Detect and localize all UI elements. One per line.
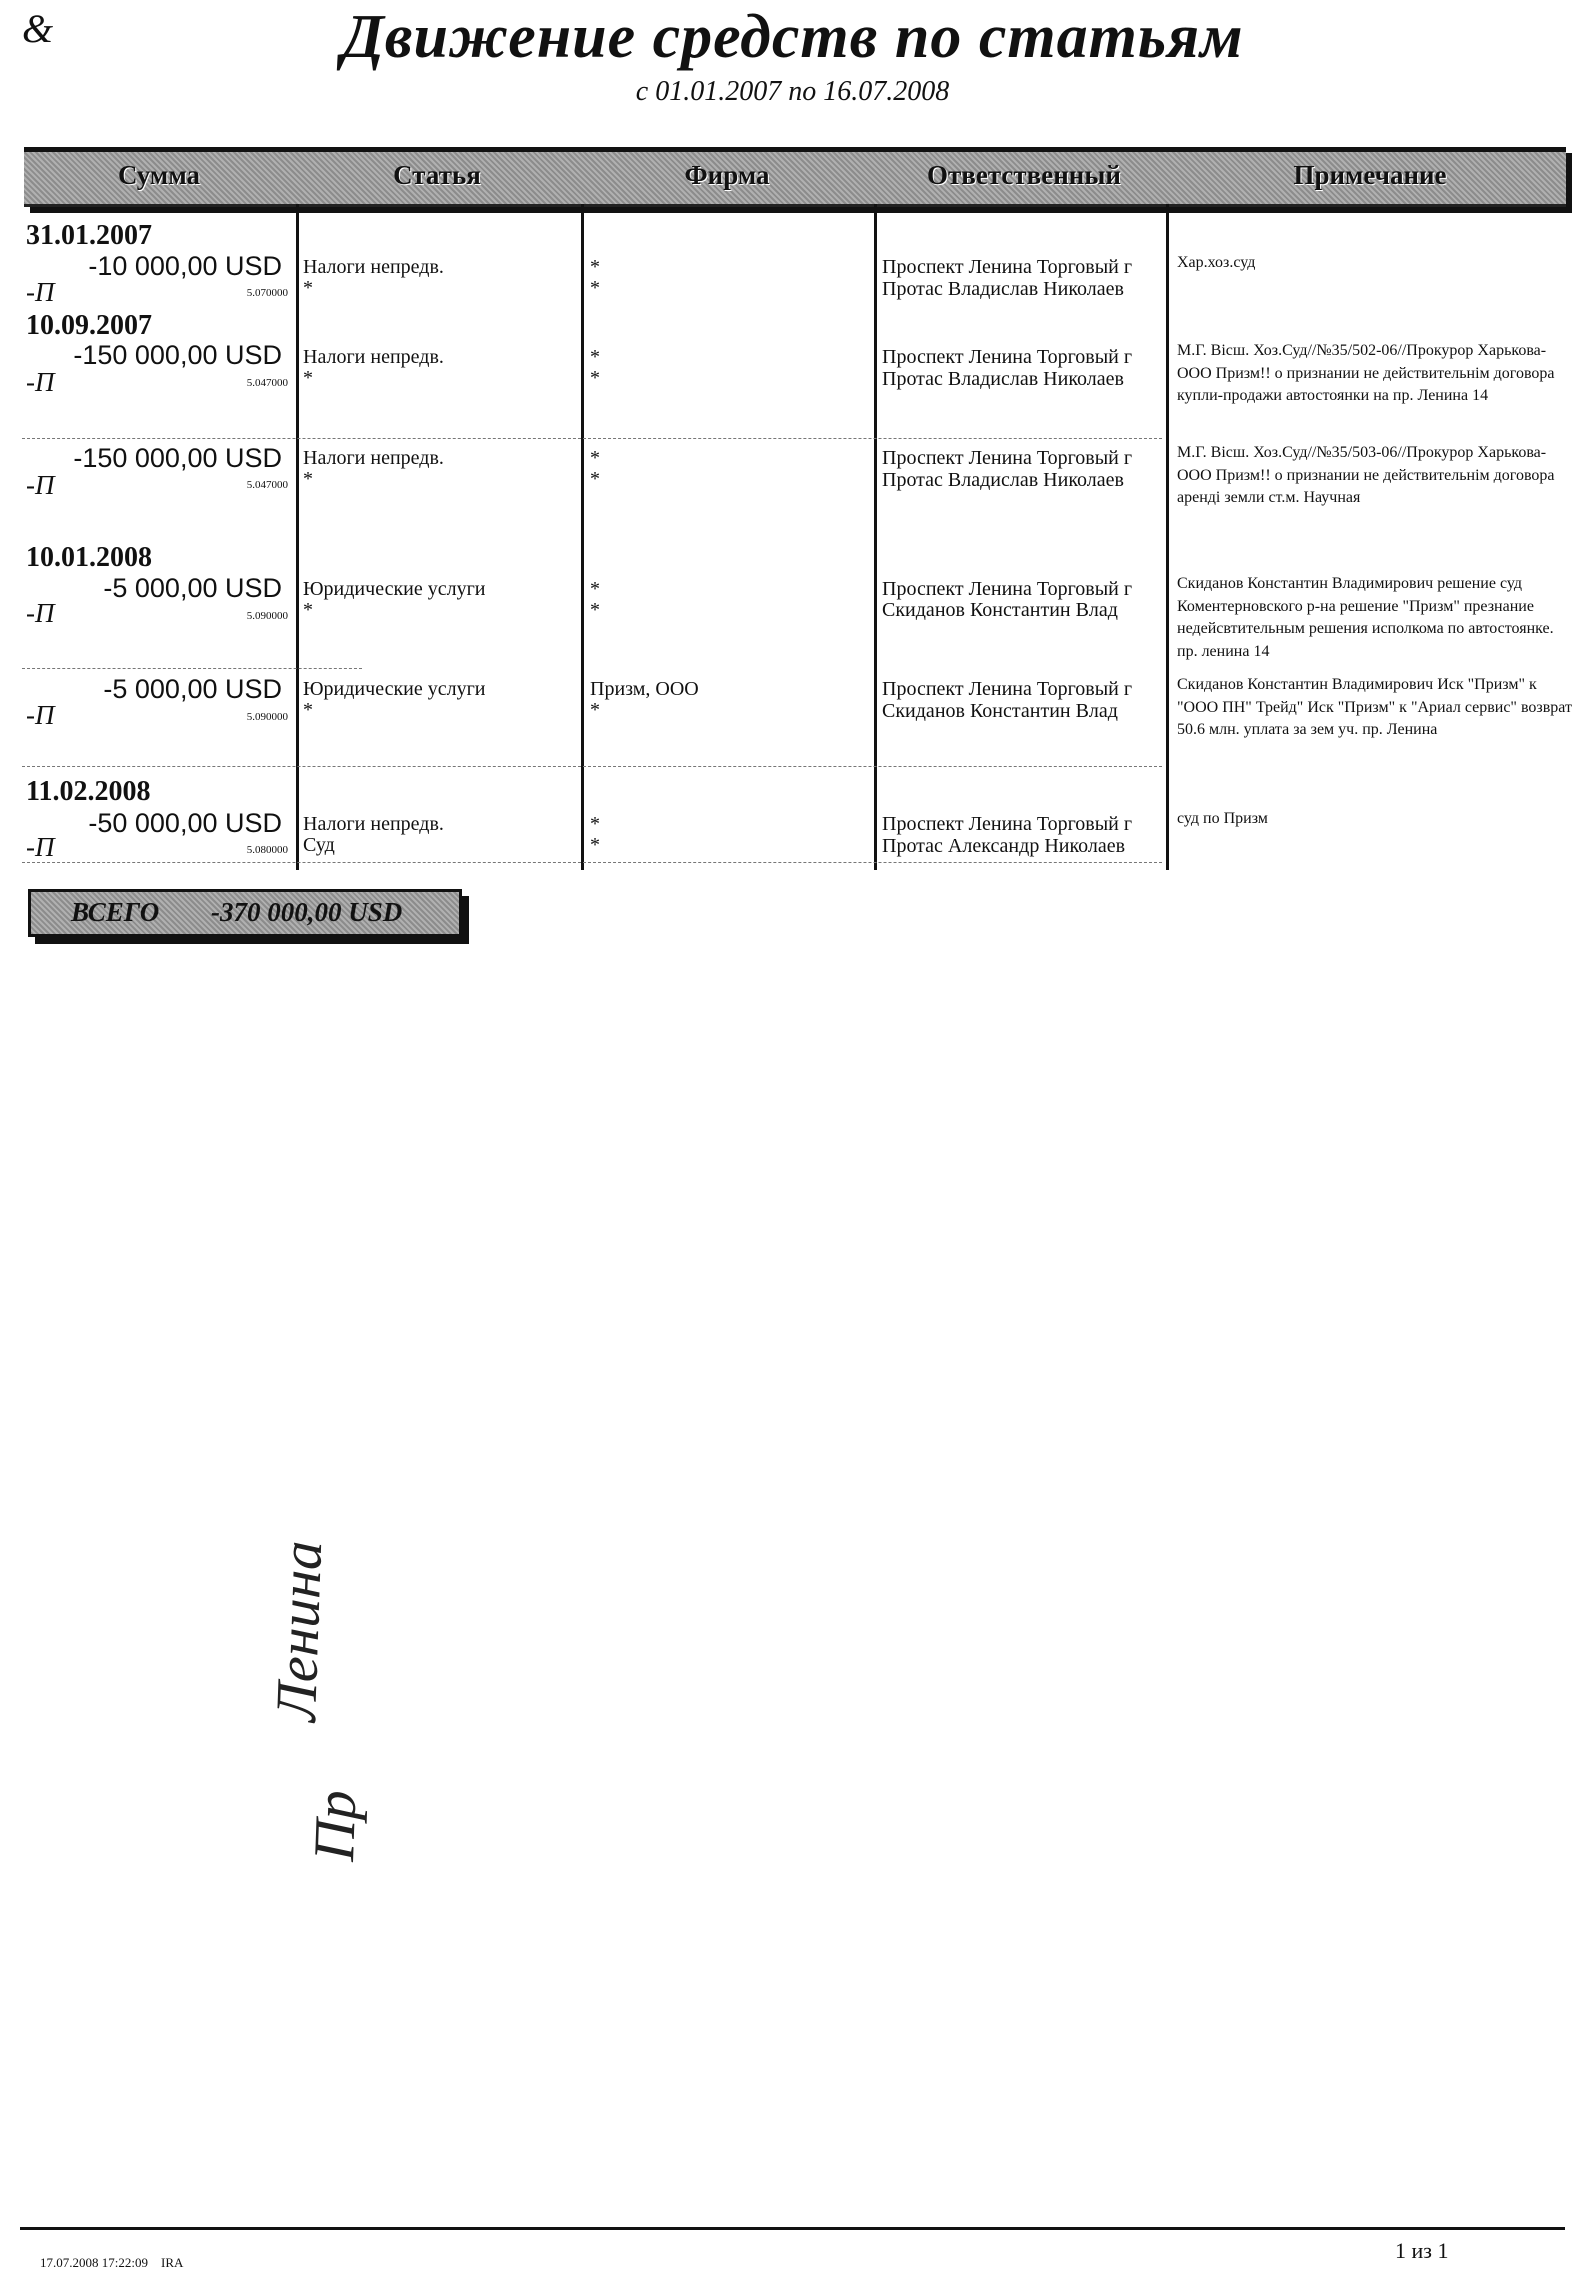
row-tag: -П — [26, 832, 55, 862]
row-responsible: Проспект Ленина Торговый г — [882, 678, 1133, 700]
row-article-sub: * — [303, 367, 313, 389]
row-code: 5.047000 — [246, 377, 288, 389]
total-box — [28, 889, 462, 937]
row-note: Скиданов Константин Владимирович Иск "Призм" к "ООО ПН" Трейд" Иск "Призм" к "Ариал сервис" возврат 50.6 млн. уплата за зем уч. пр. Ленина — [1177, 676, 1572, 738]
row-firm-sub: * — [590, 699, 600, 721]
row-responsible: Проспект Ленина Торговый г — [882, 578, 1133, 600]
row-responsible: Проспект Ленина Торговый г — [882, 256, 1133, 278]
row-note: Скиданов Константин Владимирович решение суд Коментерновского р-на решение "Призм" презнание недейсвтительным решения исполкома по автостоянке. пр. ленина 14 — [1177, 575, 1554, 660]
column-header-firm: Фирма — [684, 160, 770, 190]
row-firm: * — [590, 256, 600, 278]
column-header-responsible: Ответственный — [927, 160, 1121, 190]
row-date: 11.02.2008 — [26, 776, 151, 807]
row-tag: -П — [26, 470, 55, 500]
row-responsible-person: Протас Александр Николаев — [882, 835, 1126, 857]
row-firm: * — [590, 578, 600, 600]
print-timestamp: 17.07.2008 17:22:09 IRA — [40, 2255, 184, 2270]
row-article-sub: * — [303, 699, 313, 721]
row-code: 5.080000 — [246, 844, 288, 856]
row-divider — [22, 862, 1162, 863]
row-article: Юридические услуги — [303, 678, 486, 700]
row-firm-sub: * — [590, 468, 600, 490]
row-responsible-person: Скиданов Константин Влад — [882, 700, 1118, 722]
total-label: ВСЕГО — [71, 897, 160, 927]
row-divider — [22, 766, 1162, 767]
row-responsible-person: Протас Владислав Николаев — [882, 278, 1124, 300]
row-firm-sub: * — [590, 277, 600, 299]
row-article-sub: * — [303, 277, 313, 299]
row-article: Юридические услуги — [303, 578, 486, 600]
corner-mark: & — [22, 6, 54, 51]
row-note: М.Г. Вісш. Хоз.Суд//№35/502-06//Прокурор Харькова- ООО Призм!! о признании не действительнім договора купли-продажи автостоянки на пр. Ленина 14 — [1177, 342, 1555, 404]
row-amount: -150 000,00 USD — [73, 340, 282, 370]
table-header — [24, 147, 1566, 207]
row-firm-sub: * — [590, 599, 600, 621]
row-article-sub: * — [303, 468, 313, 490]
row-amount: -50 000,00 USD — [88, 808, 282, 838]
print-user: IRA — [160, 2255, 184, 2270]
row-amount: -10 000,00 USD — [88, 251, 282, 281]
footer-rule — [20, 2227, 1565, 2230]
row-tag: -П — [26, 700, 55, 730]
row-date: 31.01.2007 — [26, 220, 152, 251]
row-divider — [22, 668, 362, 669]
row-responsible-person: Протас Владислав Николаев — [882, 368, 1124, 390]
handwritten-note: Ленина — [262, 1539, 335, 1723]
page-counter: 1 из 1 — [1395, 2238, 1449, 2263]
row-firm: * — [590, 813, 600, 835]
column-header-article: Статья — [393, 160, 481, 190]
column-divider — [874, 204, 877, 870]
row-firm: * — [590, 447, 600, 469]
row-responsible-person: Протас Владислав Николаев — [882, 469, 1124, 491]
column-header-amount: Сумма — [117, 160, 201, 190]
row-divider — [22, 438, 1162, 439]
row-amount: -150 000,00 USD — [73, 443, 282, 473]
row-firm: * — [590, 346, 600, 368]
row-code: 5.070000 — [246, 287, 288, 299]
row-note: суд по Призм — [1177, 810, 1268, 827]
row-tag: -П — [26, 598, 55, 628]
row-amount: -5 000,00 USD — [103, 674, 282, 704]
total-value: -370 000,00 USD — [211, 897, 403, 927]
row-amount: -5 000,00 USD — [103, 573, 282, 603]
handwritten-note-prefix: Пр — [300, 1789, 369, 1863]
column-divider — [581, 204, 584, 870]
row-code: 5.090000 — [246, 711, 288, 723]
row-article-sub: Суд — [303, 834, 335, 856]
row-tag: -П — [26, 277, 55, 307]
row-article: Налоги непредв. — [303, 813, 444, 835]
column-divider — [296, 204, 299, 870]
row-note: Хар.хоз.суд — [1177, 254, 1256, 271]
row-article-sub: * — [303, 599, 313, 621]
page-title: Движение средств по статьям — [341, 3, 1244, 71]
column-divider — [1166, 204, 1169, 870]
row-firm-sub: * — [590, 834, 600, 856]
row-article: Налоги непредв. — [303, 256, 444, 278]
row-responsible: Проспект Ленина Торговый г — [882, 447, 1133, 469]
row-firm: Призм, ООО — [590, 678, 699, 700]
row-code: 5.047000 — [246, 479, 288, 491]
row-responsible: Проспект Ленина Торговый г — [882, 346, 1133, 368]
row-article: Налоги непредв. — [303, 346, 444, 368]
row-responsible-person: Скиданов Константин Влад — [882, 599, 1118, 621]
row-article: Налоги непредв. — [303, 447, 444, 469]
date-range: с 01.01.2007 по 16.07.2008 — [635, 76, 950, 107]
row-firm-sub: * — [590, 367, 600, 389]
row-note: М.Г. Вісш. Хоз.Суд//№35/503-06//Прокурор Харькова- ООО Призм!! о признании не действительнім договора аренді земли ст.м. Научная — [1177, 444, 1555, 506]
row-code: 5.090000 — [246, 610, 288, 622]
row-date: 10.09.2007 — [26, 310, 152, 341]
row-date: 10.01.2008 — [26, 542, 152, 573]
row-tag: -П — [26, 367, 55, 397]
row-responsible: Проспект Ленина Торговый г — [882, 813, 1133, 835]
column-header-note: Примечание — [1293, 160, 1447, 190]
